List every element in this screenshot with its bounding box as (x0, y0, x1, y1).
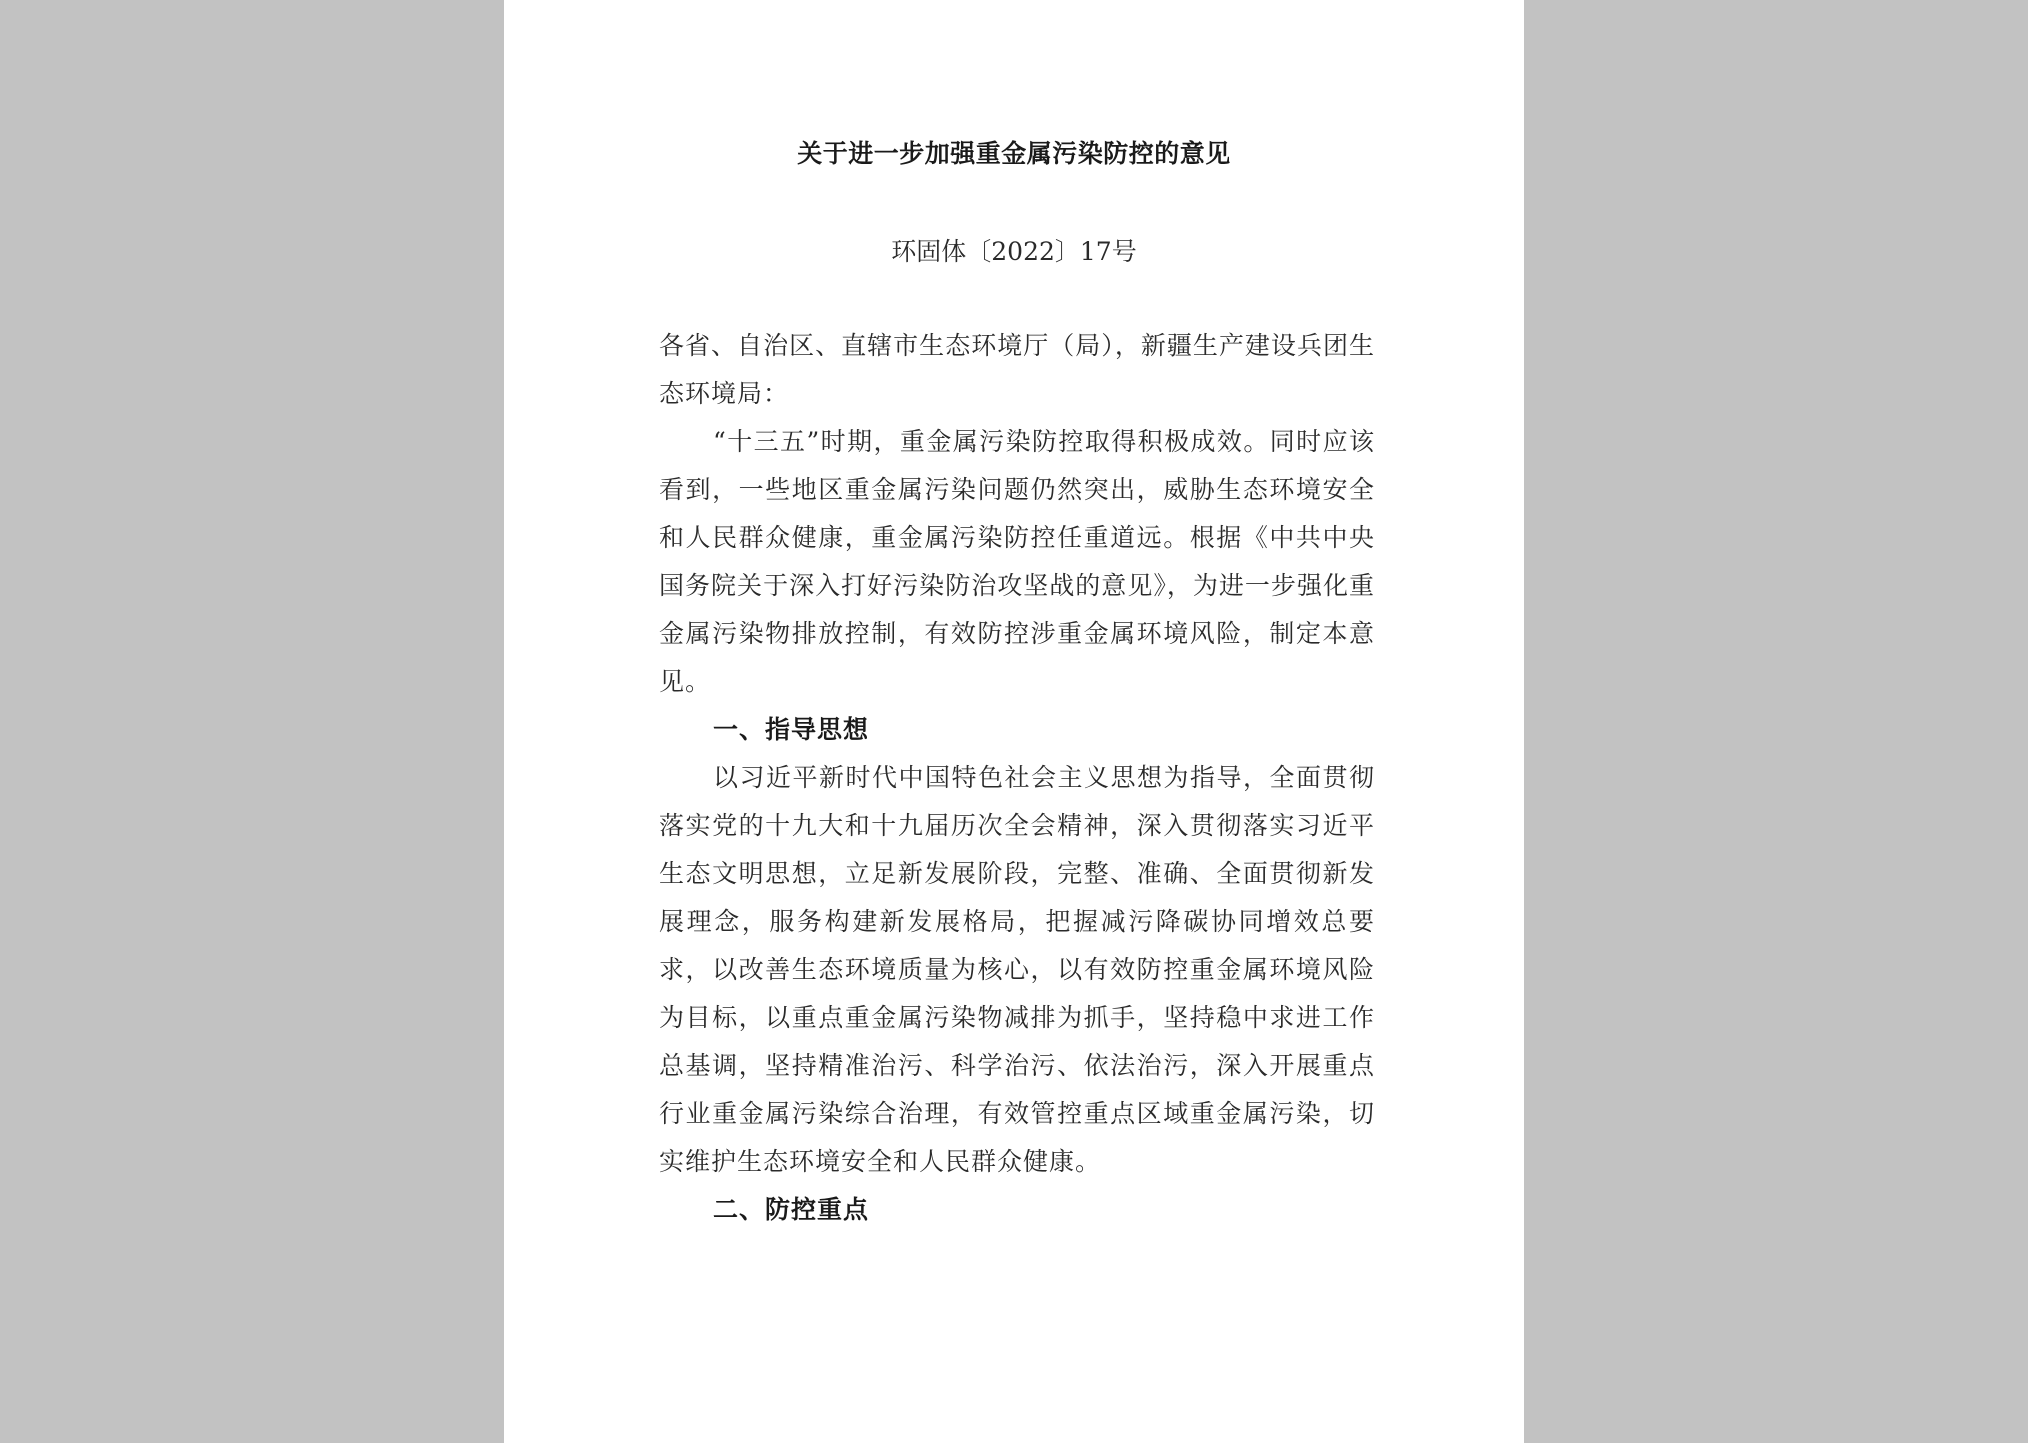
document-page (504, 0, 1524, 1443)
addressee: 各省、自治区、直辖市生态环境厅（局），新疆生产建设兵团生态环境局： (659, 331, 1375, 408)
paragraph-guiding-thought: 以习近平新时代中国特色社会主义思想为指导，全面贯彻落实党的十九大和十九届历次全会精神，深入贯彻落实习近平生态文明思想，立足新发展阶段，完整、准确、全面贯彻新发展理念，服务构建新发展格局，把握减污降碳协同增效总要求，以改善生态环境质量为核心，以有效防控重金属环境风险为目标，以重点重金属污染物减排为抓手，坚持稳中求进工作总基调，坚持精准治污、科学治污、依法治污，深入开展重点行业重金属污染综合治理，有效管控重点区域重金属污染，切实维护生态环境安全和人民群众健康。 (659, 763, 1375, 1176)
section-heading-2: 二、防控重点 (713, 1195, 870, 1224)
section-heading-1: 一、指导思想 (713, 715, 870, 744)
document-body (659, 322, 1375, 1234)
document-number: 环固体〔2022〕17号 (891, 237, 1137, 266)
paragraph-intro: “十三五”时期，重金属污染防控取得积极成效。同时应该看到，一些地区重金属污染问题仍然突出，威胁生态环境安全和人民群众健康，重金属污染防控任重道远。根据《中共中央 国务院关于深入打好污染防治攻坚战的意见》，为进一步强化重金属污染物排放控制，有效防控涉重金属环境风险，制定本意见。 (659, 427, 1375, 696)
document-title: 关于进一步加强重金属污染防控的意见 (797, 139, 1231, 168)
